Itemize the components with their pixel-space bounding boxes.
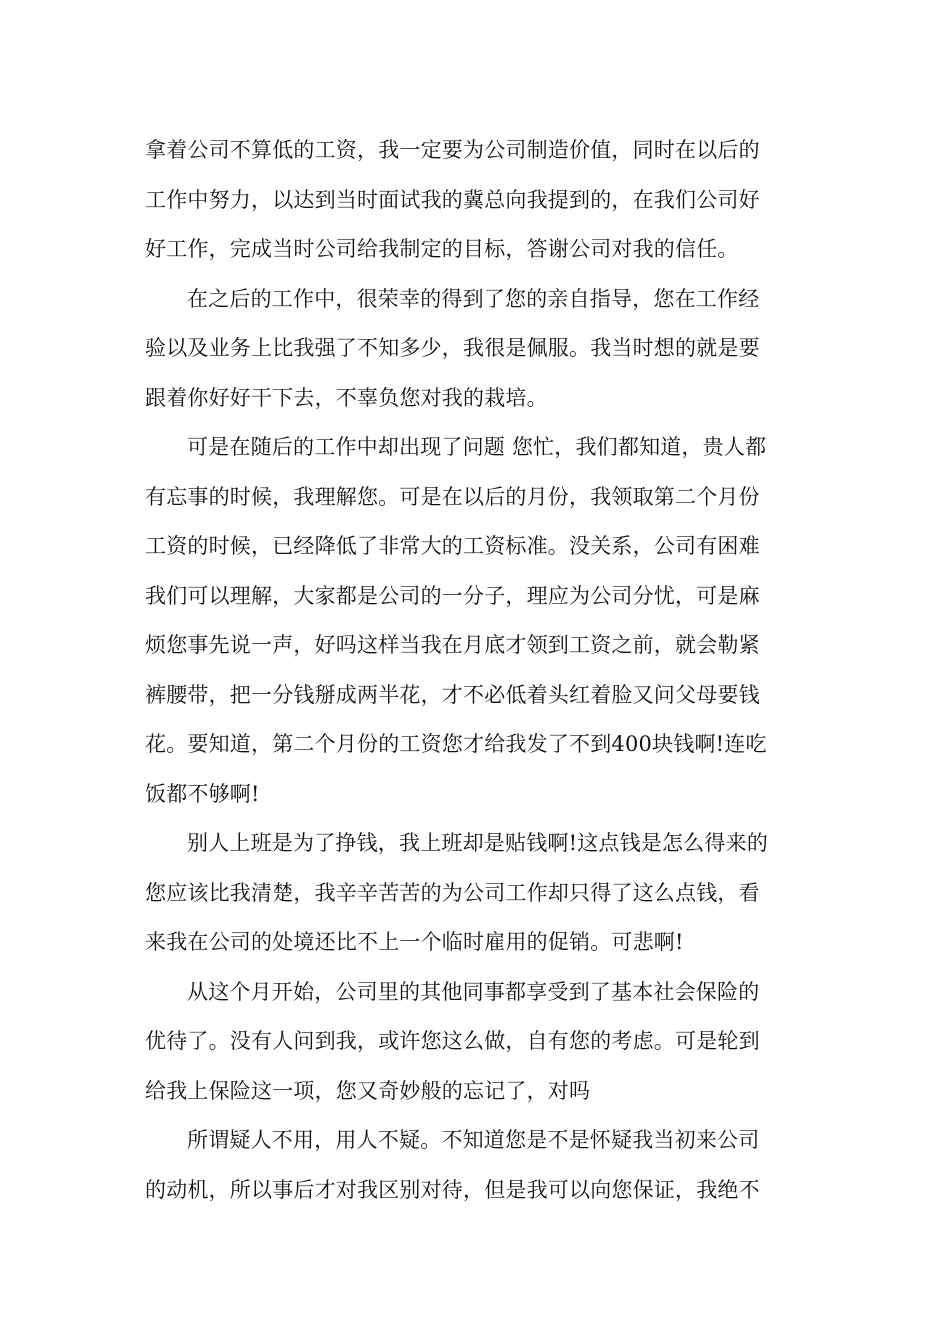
text-line: 拿着公司不算低的工资，我一定要为公司制造价值，同时在以后的 — [145, 138, 760, 162]
paragraph-4 — [145, 819, 810, 968]
text-line: 您应该比我清楚，我辛辛苦苦的为公司工作却只得了这么点钱，看 — [145, 880, 760, 905]
text-line: 的动机，所以事后才对我区别对待，但是我可以向您保证，我绝不 — [145, 1177, 760, 1202]
text-line: 所谓疑人不用，用人不疑。不知道您是不是怀疑我当初来公司 — [187, 1128, 760, 1152]
document-body — [145, 126, 810, 1215]
text-line: 饭都不够啊! — [145, 781, 260, 806]
text-line: 跟着你好好干下去，不辜负您对我的栽培。 — [145, 385, 548, 410]
text-line: 烦您事先说一声，好吗这样当我在月底才领到工资之前，就会勒紧 — [145, 633, 760, 657]
text-line: 我们可以理解，大家都是公司的一分子，理应为公司分忧，可是麻 — [145, 583, 760, 608]
text-line: 有忘事的时候，我理解您。可是在以后的月份，我领取第二个月份 — [145, 484, 760, 509]
text-line: 给我上保险这一项，您又奇妙般的忘记了，对吗 — [145, 1078, 591, 1103]
paragraph-6 — [145, 1116, 810, 1215]
text-line: 验以及业务上比我强了不知多少，我很是佩服。我当时想的就是要 — [145, 336, 760, 360]
text-line: 好工作，完成当时公司给我制定的目标，答谢公司对我的信任。 — [145, 237, 739, 261]
text-line: 来我在公司的处境还比不上一个临时雇用的促销。可悲啊! — [145, 930, 684, 954]
paragraph-5 — [145, 968, 810, 1117]
text-line: 花。要知道，第二个月份的工资您才给我发了不到400块钱啊!连吃 — [145, 732, 767, 756]
text-line: 别人上班是为了挣钱，我上班却是贴钱啊!这点钱是怎么得来的 — [187, 831, 769, 855]
text-line: 优待了。没有人问到我，或许您这么做，自有您的考虑。可是轮到 — [145, 1029, 760, 1053]
paragraph-2 — [145, 275, 810, 424]
text-line: 工资的时候，已经降低了非常大的工资标准。没关系，公司有困难 — [145, 534, 760, 558]
text-line: 工作中努力，以达到当时面试我的冀总向我提到的，在我们公司好 — [145, 187, 760, 212]
text-line: 从这个月开始，公司里的其他同事都享受到了基本社会保险的 — [187, 979, 760, 1004]
text-line: 裤腰带，把一分钱掰成两半花，才不必低着头红着脸又问父母要钱 — [145, 682, 760, 707]
paragraph-1 — [145, 126, 810, 275]
text-line: 在之后的工作中，很荣幸的得到了您的亲自指导，您在工作经 — [187, 286, 760, 311]
text-line: 可是在随后的工作中却出现了问题 您忙，我们都知道，贵人都 — [187, 435, 767, 459]
paragraph-3 — [145, 423, 810, 819]
